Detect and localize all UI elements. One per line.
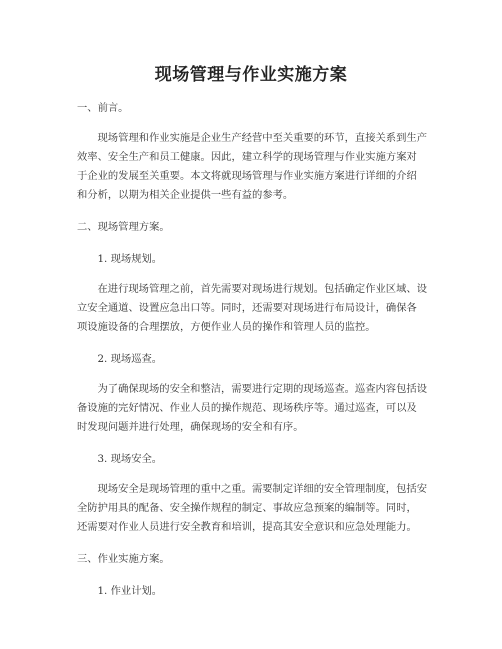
section-heading-site-management: 二、现场管理方案。 <box>77 221 170 233</box>
paragraph-site-safety: 现场安全是现场管理的重中之重。需要制定详细的安全管理制度，包括安全防护用具的配备、安全操作规程的制定、事故应急预案的编制等。同时，还需要对作业人员进行安全教育和培训，提高其安全意识和应急处理能力。 <box>77 483 427 533</box>
subheading-operation-schedule: 1. 作业计划。 <box>97 585 163 597</box>
subheading-site-planning: 1. 现场规划。 <box>97 253 163 265</box>
paragraph-site-inspection: 为了确保现场的安全和整洁，需要进行定期的现场巡查。巡查内容包括设备设施的完好情况、作业人员的操作规范、现场秩序等。通过巡查，可以及时发现问题并进行处理，确保现场的安全和有序。 <box>77 383 427 433</box>
section-heading-operation-plan: 三、作业实施方案。 <box>77 553 170 565</box>
paragraph-preface: 现场管理和作业实施是企业生产经营中至关重要的环节，直接关系到生产效率、安全生产和员工健康。因此，建立科学的现场管理与作业实施方案对于企业的发展至关重要。本文将就现场管理与作业实施方案进行详细的介绍和分析，以期为相关企业提供一些有益的参考。 <box>77 132 427 201</box>
subheading-site-inspection: 2. 现场巡查。 <box>97 353 163 365</box>
paragraph-site-planning: 在进行现场管理之前，首先需要对现场进行规划。包括确定作业区域、设立安全通道、设置应急出口等。同时，还需要对现场进行布局设计，确保各项设施设备的合理摆放，方便作业人员的操作和管理人员的监控。 <box>77 283 427 333</box>
subheading-site-safety: 3. 现场安全。 <box>97 453 163 465</box>
document-title: 现场管理与作业实施方案 <box>154 65 348 85</box>
document-body <box>77 99 427 601</box>
section-heading-preface: 一、前言。 <box>77 102 129 114</box>
